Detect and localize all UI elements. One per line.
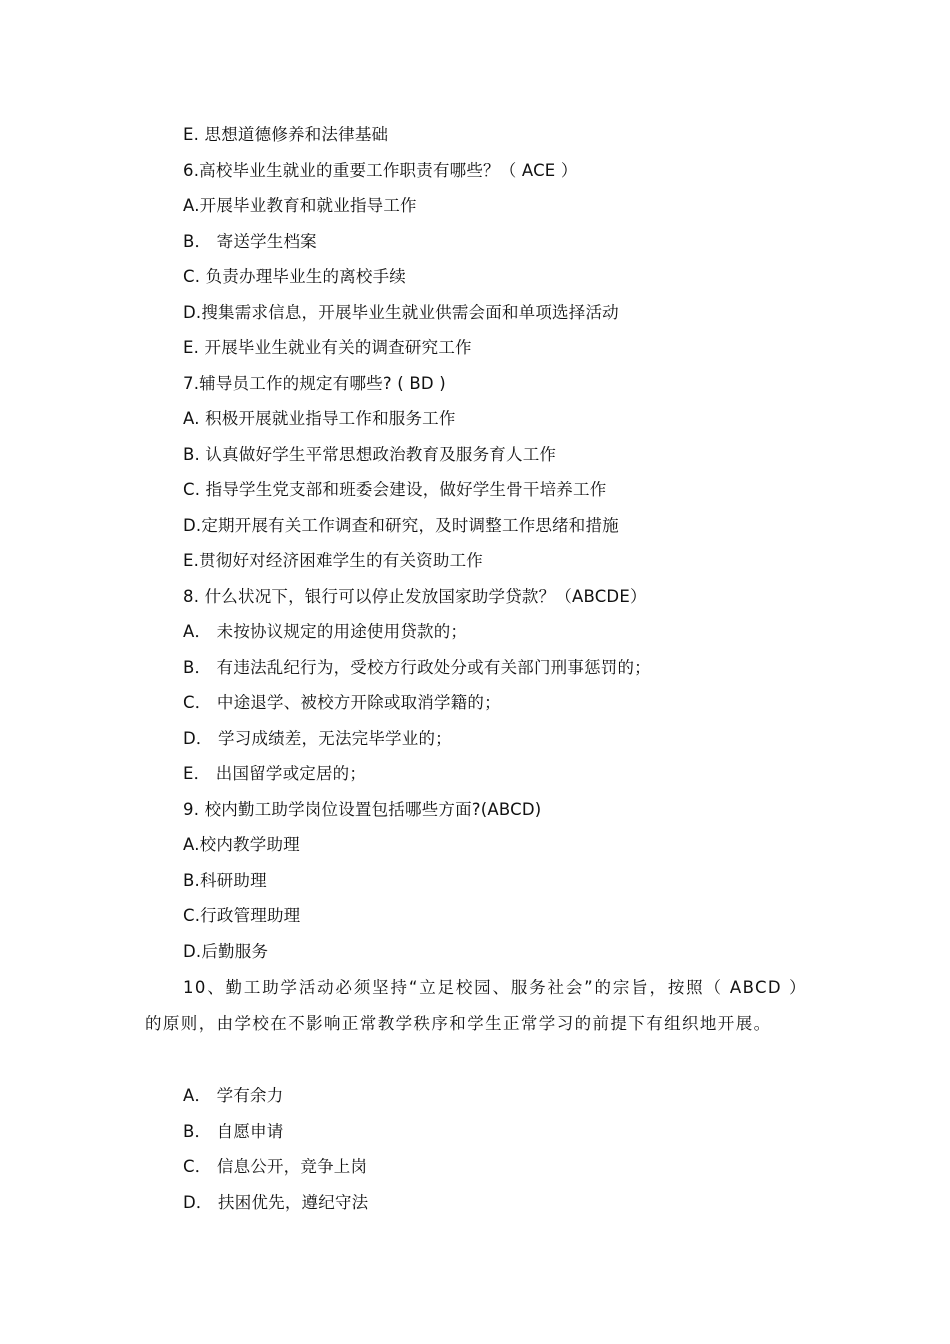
q6-question: 6.高校毕业生就业的重要工作职责有哪些？（ ACE ） [183, 161, 578, 180]
q9-option-c: C.行政管理助理 [183, 906, 301, 925]
q9-option-d: D.后勤服务 [183, 942, 269, 961]
q10-option-a: A． 学有余力 [183, 1086, 284, 1105]
q7-option-c: C. 指导学生党支部和班委会建设，做好学生骨干培养工作 [183, 480, 607, 499]
q9-option-a: A.校内教学助理 [183, 835, 300, 854]
q7-option-a: A. 积极开展就业指导工作和服务工作 [183, 409, 456, 428]
q10-option-b: B． 自愿申请 [183, 1122, 284, 1141]
q7-option-b: B. 认真做好学生平常思想政治教育及服务育人工作 [183, 445, 557, 464]
q6-option-c: C. 负责办理毕业生的离校手续 [183, 267, 407, 286]
q10-option-c: C． 信息公开，竞争上岗 [183, 1157, 368, 1176]
q5-option-e: E. 思想道德修养和法律基础 [183, 125, 389, 144]
q7-option-e: E.贯彻好对经济困难学生的有关资助工作 [183, 551, 483, 570]
q10-option-d: D． 扶困优先，遵纪守法 [183, 1193, 369, 1212]
q6-option-d: D.搜集需求信息，开展毕业生就业供需会面和单项选择活动 [183, 303, 619, 322]
q8-question: 8. 什么状况下，银行可以停止发放国家助学贷款？（ABCDE） [183, 587, 647, 606]
q8-option-a: A． 未按协议规定的用途使用贷款的； [183, 622, 468, 641]
q8-option-b: B． 有违法乱纪行为，受校方行政处分或有关部门刑事惩罚的； [183, 658, 651, 677]
q7-question: 7.辅导员工作的规定有哪些? ( BD ) [183, 374, 446, 393]
q8-option-d: D． 学习成绩差，无法完毕学业的； [183, 729, 452, 748]
q7-option-d: D.定期开展有关工作调查和研究，及时调整工作思绪和措施 [183, 516, 619, 535]
q6-option-a: A.开展毕业教育和就业指导工作 [183, 196, 417, 215]
q9-option-b: B.科研助理 [183, 871, 267, 890]
q9-question: 9. 校内勤工助学岗位设置包括哪些方面?(ABCD) [183, 800, 542, 819]
q6-option-e: E. 开展毕业生就业有关的调查研究工作 [183, 338, 472, 357]
q10-question: 10、勤工助学活动必须坚持“立足校园、服务社会”的宗旨，按照（ ABCD ）的原则，由学校在不影响正常教学秩序和学生正常学习的前提下有组织地开展。 [145, 978, 807, 1033]
q8-option-c: C． 中途退学、被校方开除或取消学籍的； [183, 693, 501, 712]
q8-option-e: E． 出国留学或定居的； [183, 764, 367, 783]
q6-option-b: B． 寄送学生档案 [183, 232, 317, 251]
